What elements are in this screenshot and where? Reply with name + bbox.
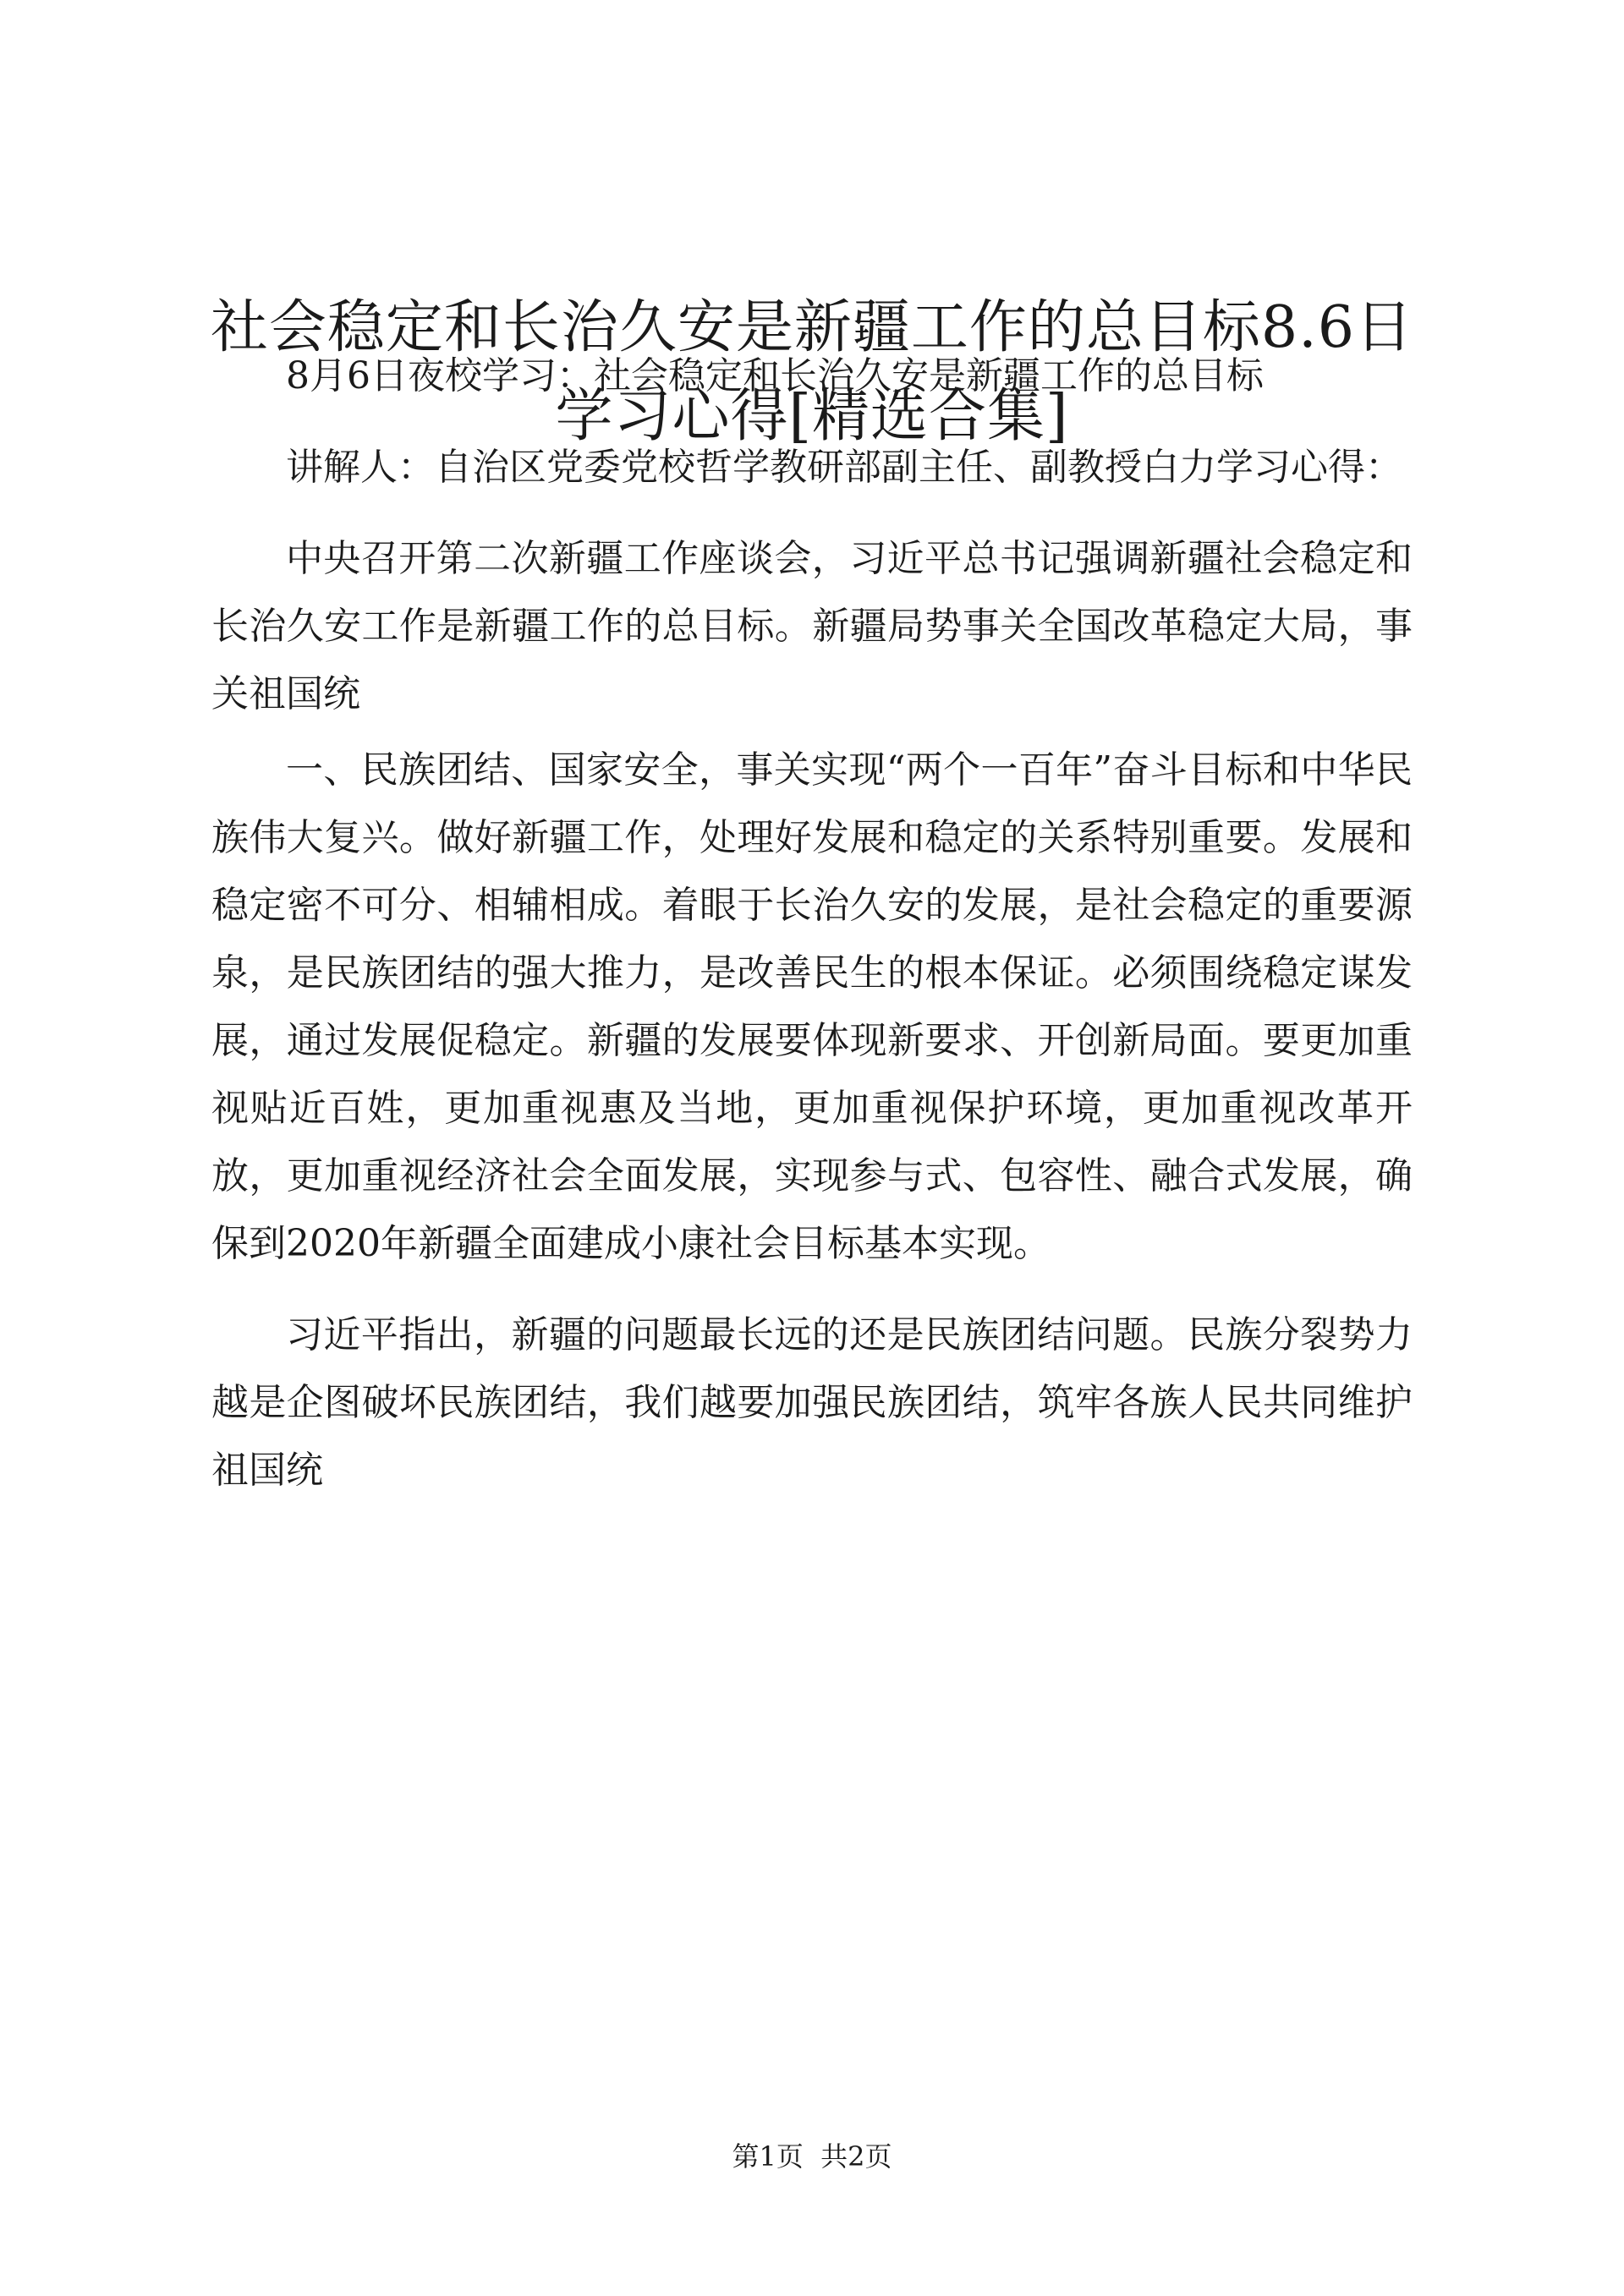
document-title: 社会稳定和长治久安是新疆工作的总目标8.6日学习心得[精选合集] xyxy=(210,294,1414,450)
paragraph-ethnic-unity: 习近平指出，新疆的问题最长远的还是民族团结问题。民族分裂势力越是企图破坏民族团结，我们越要加强民族团结，筑牢各族人民共同维护祖国统 xyxy=(211,1313,1413,1492)
page-number: 第1页 共2页 xyxy=(732,2140,892,2173)
paragraph-lecturer: 讲解人：自治区党委党校哲学教研部副主任、副教授白力学习心得： xyxy=(286,446,1402,489)
paragraph-section-one: 一、民族团结、国家安全，事关实现“两个一百年”奋斗目标和中华民族伟大复兴。做好新疆工作，处理好发展和稳定的关系特别重要。发展和稳定密不可分、相辅相成。着眼于长治久安的发展，是社会稳定的重要源泉，是民族团结的强大推力，是改善民生的根本保证。必须围绕稳定谋发展，通过发展促稳定。新疆的发展要体现新要求、开创新局面。要更加重视贴近百姓，更加重视惠及当地，更加重视保护环境，更加重视改革开放，更加重视经济社会全面发展，实现参与式、包容性、融合式发展，确保到2020年新疆全面建成小康社会目标基本实现。 xyxy=(211,748,1413,1265)
paragraph-lecture-topic: 8月6日夜校学习：社会稳定和长治久安是新疆工作的总目标 xyxy=(286,354,1264,397)
paragraph-intro: 中央召开第二次新疆工作座谈会，习近平总书记强调新疆社会稳定和长治久安工作是新疆工作的总目标。新疆局势事关全国改革稳定大局，事关祖国统 xyxy=(211,537,1413,715)
page-footer xyxy=(0,2140,1624,2173)
document-body xyxy=(211,342,1413,1504)
